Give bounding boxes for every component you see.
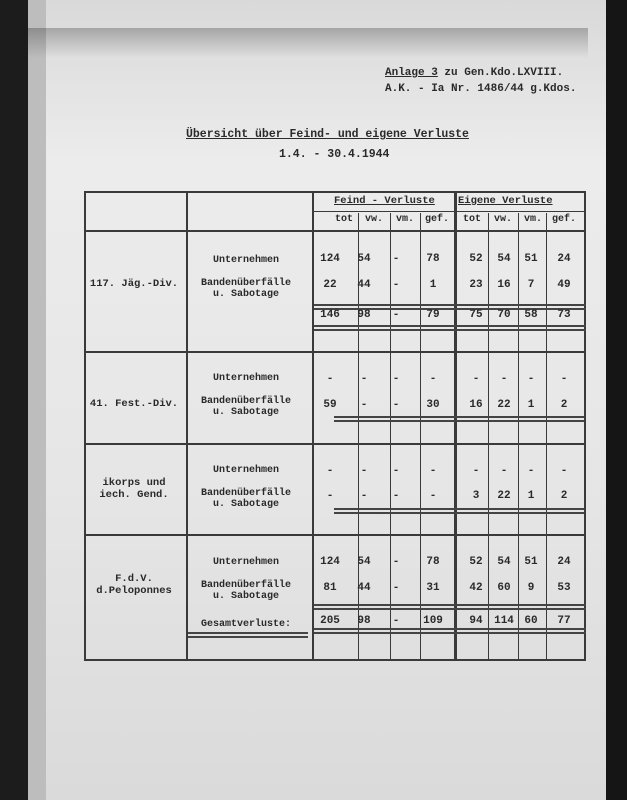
losses-table (84, 191, 586, 661)
cell-value: - (326, 490, 334, 502)
own-losses-header: Eigene Verluste (458, 195, 553, 207)
cell-value: 49 (557, 279, 571, 291)
cell-value: 24 (557, 556, 571, 568)
file-reference: A.K. - Ia Nr. 1486/44 g.Kdos. (385, 83, 577, 95)
unit-name: 117. Jäg.-Div. (89, 278, 179, 290)
cell-value: 52 (469, 253, 483, 265)
total-value: 77 (557, 615, 571, 627)
scan-border (606, 0, 627, 800)
cell-value: - (392, 279, 400, 291)
cell-value: 42 (469, 582, 483, 594)
cell-value: 31 (426, 582, 440, 594)
cell-value: 16 (469, 399, 483, 411)
row-label-attacks: Bandenüberfälle u. Sabotage (200, 580, 291, 602)
row-label-operations: Unternehmen (212, 255, 279, 266)
page-fold-shadow (28, 28, 588, 58)
col-header: tot (334, 214, 353, 225)
cell-value: - (392, 465, 400, 477)
row-label-attacks: Bandenüberfälle u. Sabotage (200, 278, 291, 300)
cell-value: 53 (557, 582, 571, 594)
cell-value: - (500, 465, 508, 477)
sum-value: 73 (557, 309, 571, 321)
col-header: vm. (523, 214, 542, 225)
cell-value: - (392, 582, 400, 594)
unit-name: 41. Fest.-Div. (89, 398, 179, 410)
page-title: Übersicht über Feind- und eigene Verluste (186, 128, 469, 141)
cell-value: 51 (524, 253, 538, 265)
page-binding-edge (28, 0, 46, 800)
cell-value: 23 (469, 279, 483, 291)
attachment-reference (385, 67, 563, 79)
cell-value: 22 (323, 279, 337, 291)
cell-value: 2 (560, 399, 568, 411)
cell-value: - (527, 373, 535, 385)
sum-value: - (392, 309, 400, 321)
date-range: 1.4. - 30.4.1944 (279, 148, 390, 161)
total-value: 205 (320, 615, 340, 627)
col-header: vw. (364, 214, 383, 225)
cell-value: - (429, 465, 437, 477)
cell-value: - (392, 490, 400, 502)
sum-value: 146 (320, 309, 340, 321)
cell-value: - (392, 373, 400, 385)
col-header: gef. (424, 214, 449, 225)
unit-name: F.d.V. d.Peloponnes (96, 573, 172, 597)
cell-value: - (360, 490, 368, 502)
sum-value: 75 (469, 309, 483, 321)
cell-value: 54 (357, 556, 371, 568)
col-header: tot (462, 214, 481, 225)
cell-value: 52 (469, 556, 483, 568)
cell-value: - (326, 465, 334, 477)
cell-value: 16 (497, 279, 511, 291)
cell-value: 1 (527, 399, 535, 411)
total-value: 109 (423, 615, 443, 627)
cell-value: - (360, 399, 368, 411)
cell-value: - (500, 373, 508, 385)
enemy-losses-header: Feind - Verluste (334, 195, 435, 207)
cell-value: - (472, 373, 480, 385)
col-header: vm. (395, 214, 414, 225)
col-header: gef. (551, 214, 576, 225)
cell-value: - (560, 465, 568, 477)
cell-value: - (429, 373, 437, 385)
row-label-total: Gesamtverluste: (200, 619, 291, 630)
cell-value: 1 (527, 490, 535, 502)
sum-value: 79 (426, 309, 440, 321)
total-value: 114 (494, 615, 514, 627)
cell-value: 7 (527, 279, 535, 291)
cell-value: 30 (426, 399, 440, 411)
cell-value: 3 (472, 490, 480, 502)
cell-value: 22 (497, 399, 511, 411)
cell-value: - (360, 465, 368, 477)
cell-value: - (527, 465, 535, 477)
cell-value: 124 (320, 556, 340, 568)
cell-value: 54 (357, 253, 371, 265)
row-label-attacks: Bandenüberfälle u. Sabotage (200, 488, 291, 510)
cell-value: - (429, 490, 437, 502)
unit-name: ikorps und iech. Gend. (99, 477, 169, 501)
total-value: 94 (469, 615, 483, 627)
row-label-operations: Unternehmen (212, 373, 279, 384)
cell-value: - (360, 373, 368, 385)
cell-value: - (392, 253, 400, 265)
row-label-attacks: Bandenüberfälle u. Sabotage (200, 396, 291, 418)
cell-value: 44 (357, 279, 371, 291)
row-label-operations: Unternehmen (212, 465, 279, 476)
cell-value: 22 (497, 490, 511, 502)
cell-value: 78 (426, 253, 440, 265)
cell-value: 60 (497, 582, 511, 594)
row-label-operations: Unternehmen (212, 557, 279, 568)
cell-value: 51 (524, 556, 538, 568)
cell-value: 78 (426, 556, 440, 568)
attachment-ref: zu Gen.Kdo.LXVIII. (444, 67, 564, 79)
attachment-label: Anlage 3 (385, 67, 438, 79)
cell-value: - (472, 465, 480, 477)
cell-value: 2 (560, 490, 568, 502)
total-value: 98 (357, 615, 371, 627)
cell-value: 54 (497, 253, 511, 265)
cell-value: - (392, 556, 400, 568)
cell-value: - (326, 373, 334, 385)
col-header: vw. (493, 214, 512, 225)
cell-value: 44 (357, 582, 371, 594)
cell-value: 1 (429, 279, 437, 291)
cell-value: 81 (323, 582, 337, 594)
total-value: 60 (524, 615, 538, 627)
cell-value: - (560, 373, 568, 385)
cell-value: 59 (323, 399, 337, 411)
cell-value: - (392, 399, 400, 411)
cell-value: 24 (557, 253, 571, 265)
total-value: - (392, 615, 400, 627)
cell-value: 124 (320, 253, 340, 265)
cell-value: 9 (527, 582, 535, 594)
cell-value: 54 (497, 556, 511, 568)
sum-value: 58 (524, 309, 538, 321)
sum-value: 70 (497, 309, 511, 321)
sum-value: 98 (357, 309, 371, 321)
